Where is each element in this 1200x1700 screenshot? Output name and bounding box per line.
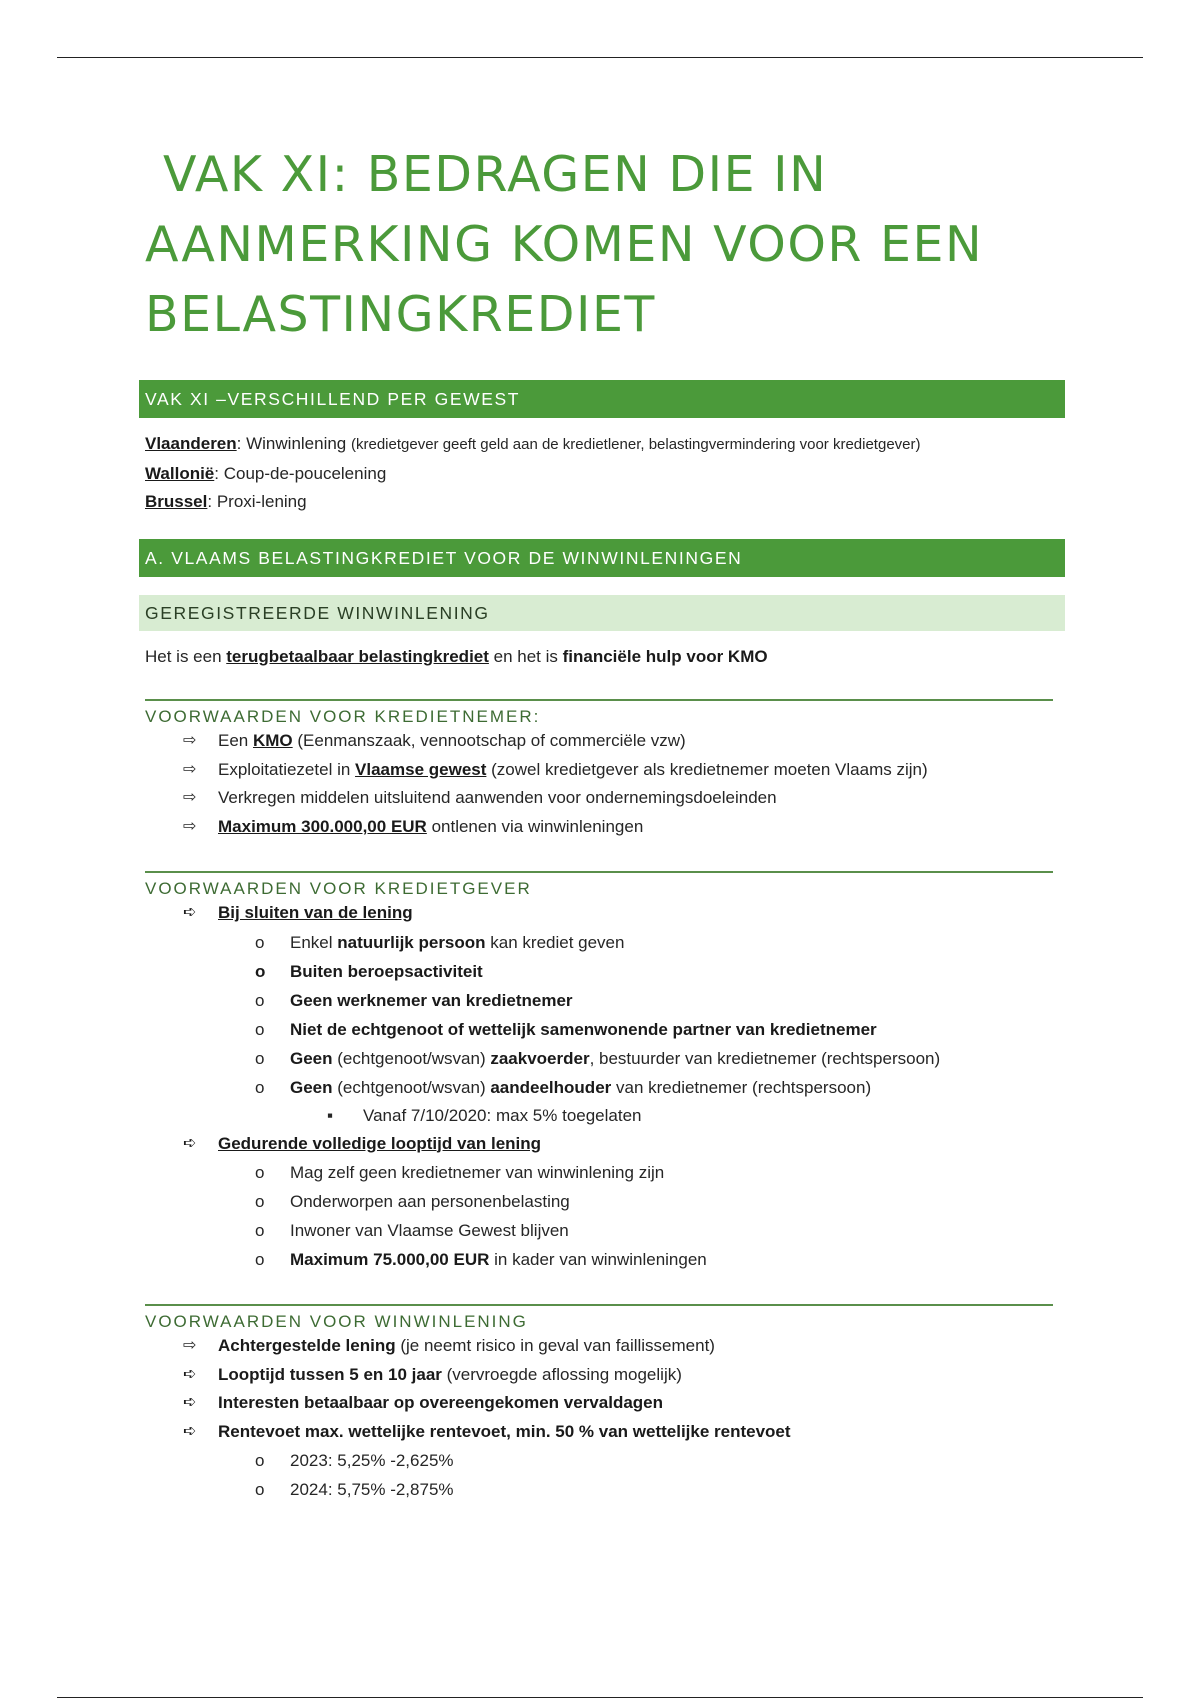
list-item: o Buiten beroepsactiviteit (145, 957, 1065, 986)
arrow-bold-icon: ➪ (183, 1365, 197, 1383)
region-note: (kredietgever geeft geld aan de kredietlener, belastingvermindering voor kredietgever) (351, 436, 921, 453)
circle-bullet-icon: o (255, 1250, 265, 1269)
intro-paragraph: Het is een terugbetaalbaar belastingkrediet en het is financiële hulp voor KMO (145, 646, 768, 666)
list-item: o 2023: 5,25% -2,625% (145, 1446, 1065, 1475)
circle-bullet-icon: o (255, 1451, 265, 1470)
list-item: o Geen (echtgenoot/wsvan) aandeelhouder van kredietnemer (rechtspersoon) (145, 1073, 1065, 1102)
footer-rule (57, 1697, 1143, 1698)
region-name: Vlaanderen (145, 434, 237, 453)
list-item: ➪ Rentevoet max. wettelijke rentevoet, min. 50 % van wettelijke rentevoet (145, 1418, 1065, 1447)
list-kredietnemer (145, 727, 1065, 841)
sublist-sluiten (145, 928, 1065, 1102)
title-line-1: VAK XI: BEDRAGEN DIE IN (163, 146, 828, 203)
list-item: ▪ Vanaf 7/10/2020: max 5% toegelaten (145, 1102, 1065, 1130)
circle-bullet-icon: o (255, 1192, 265, 1211)
circle-bullet-icon: o (255, 1077, 265, 1097)
arrow-bold-icon: ➪ (183, 1394, 197, 1411)
region-row-vlaanderen: Vlaanderen: Winwinlening (kredietgever geeft geld aan de kredietlener, belastingvermindering voor kredietgever) (145, 434, 921, 453)
circle-bullet-icon: o (255, 1019, 265, 1039)
heading-winwinlening: VOORWAARDEN VOOR WINWINLENING (145, 1304, 1053, 1332)
title-line-3: BELASTINGKREDIET (145, 286, 656, 343)
arrow-bold-icon: ➪ (183, 1134, 197, 1152)
list-item: o Inwoner van Vlaamse Gewest blijven (145, 1216, 1065, 1245)
list-item: ⇨ Verkregen middelen uitsluitend aanwenden voor ondernemingsdoeleinden (145, 784, 1065, 813)
list-item: o Geen (echtgenoot/wsvan) zaakvoerder, bestuurder van kredietnemer (rechtspersoon) (145, 1044, 1065, 1073)
list-item: o Enkel natuurlijk persoon kan krediet geven (145, 928, 1065, 957)
circle-bullet-icon: o (255, 990, 265, 1010)
page-title (145, 140, 1065, 350)
section-heading-gewest: VAK XI –VERSCHILLEND PER GEWEST (139, 380, 1065, 418)
list-winwinlening (145, 1332, 1065, 1446)
sublist-rates (145, 1446, 1065, 1504)
arrow-outline-icon: ⇨ (183, 817, 197, 835)
subheading-geregistreerde: GEREGISTREERDE WINWINLENING (139, 595, 1065, 631)
list-item: o 2024: 5,75% -2,875% (145, 1475, 1065, 1504)
list-item: o Onderworpen aan personenbelasting (145, 1187, 1065, 1216)
square-bullet-icon: ▪ (327, 1105, 334, 1125)
list-item: ⇨ Een KMO (Eenmanszaak, vennootschap of commerciële vzw) (145, 727, 1065, 756)
region-row-wallonie: Wallonië: Coup-de-poucelening (145, 463, 387, 483)
region-name: Brussel (145, 492, 208, 511)
arrow-outline-icon: ⇨ (183, 1337, 197, 1354)
circle-bullet-icon: o (255, 1221, 265, 1240)
arrow-outline-icon: ⇨ (183, 732, 197, 749)
region-name: Wallonië (145, 463, 215, 483)
arrow-bold-icon: ➪ (183, 1422, 197, 1440)
list-item: o Mag zelf geen kredietnemer van winwinlening zijn (145, 1158, 1065, 1187)
list-item: ⇨ Maximum 300.000,00 EUR ontlenen via winwinleningen (145, 813, 1065, 842)
circle-bullet-icon: o (255, 932, 265, 952)
heading-kredietnemer: VOORWAARDEN VOOR KREDIETNEMER: (145, 699, 1053, 727)
circle-bullet-icon: o (255, 1048, 265, 1068)
header-rule (57, 57, 1143, 58)
region-row-brussel: Brussel: Proxi-lening (145, 492, 307, 511)
list-item: ➪ Looptijd tussen 5 en 10 jaar (vervroegde aflossing mogelijk) (145, 1361, 1065, 1390)
list-item: ⇨ Achtergestelde lening (je neemt risico in geval van faillissement) (145, 1332, 1065, 1361)
list-item: o Niet de echtgenoot of wettelijk samenwonende partner van kredietnemer (145, 1015, 1065, 1044)
circle-bullet-icon: o (255, 1163, 265, 1182)
document-body (145, 140, 1065, 1504)
subsublist (145, 1102, 1065, 1130)
list-item: o Maximum 75.000,00 EUR in kader van winwinleningen (145, 1245, 1065, 1274)
list-item: ➪ Interesten betaalbaar op overeengekomen vervaldagen (145, 1389, 1065, 1418)
list-kredietgever (145, 899, 1065, 928)
sublist-looptijd (145, 1158, 1065, 1274)
list-item: ⇨ Exploitatiezetel in Vlaamse gewest (zowel kredietgever als kredietnemer moeten Vlaams zijn) (145, 756, 1065, 785)
arrow-outline-icon: ⇨ (183, 760, 197, 778)
heading-kredietgever: VOORWAARDEN VOOR KREDIETGEVER (145, 871, 1053, 899)
list-item: o Geen werknemer van kredietnemer (145, 986, 1065, 1015)
arrow-outline-icon: ⇨ (183, 789, 197, 806)
title-line-2: AANMERKING KOMEN VOOR EEN (145, 216, 984, 273)
list-item: ➪ Bij sluiten van de lening (145, 899, 1065, 928)
arrow-bold-icon: ➪ (183, 904, 197, 921)
section-heading-winwinleningen: A. VLAAMS BELASTINGKREDIET VOOR DE WINWINLENINGEN (139, 539, 1065, 577)
list-item: ➪ Gedurende volledige looptijd van lening (145, 1130, 1065, 1159)
circle-bullet-icon: o (255, 1480, 265, 1499)
circle-bullet-icon: o (255, 961, 266, 981)
